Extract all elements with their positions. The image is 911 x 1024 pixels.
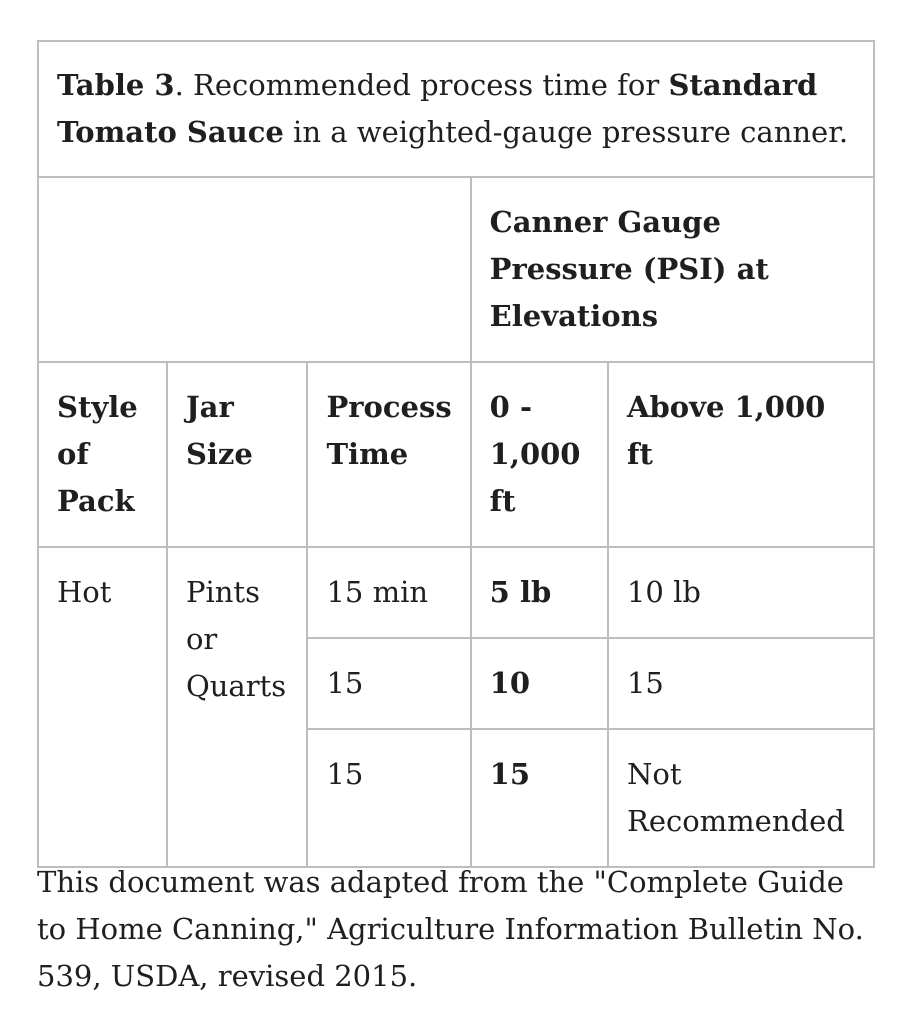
time-cell: 15 [307,638,470,729]
time-cell: 15 [307,729,470,867]
col-header-time: Process Time [307,362,470,547]
blank-header-cell [38,177,471,362]
high-pressure-cell: 10 lb [608,547,874,638]
caption-text-b: in a weighted-gauge pressure canner. [283,115,849,149]
pressure-group-header: Canner Gauge Pressure (PSI) at Elevations [471,177,874,362]
process-time-table [37,40,875,868]
style-cell: Hot [38,547,167,867]
low-pressure-cell: 10 [471,638,608,729]
time-cell: 15 min [307,547,470,638]
high-pressure-cell: Not Recommended [608,729,874,867]
jar-cell: Pints or Quarts [167,547,308,867]
col-header-jar: Jar Size [167,362,308,547]
column-header-row [38,362,874,547]
col-header-style: Style of Pack [38,362,167,547]
col-header-high: Above 1,000 ft [608,362,874,547]
caption-text-a: . Recommended process time for [174,68,669,102]
table-label: Table 3 [57,68,175,102]
table-row [38,547,874,638]
high-pressure-cell: 15 [608,638,874,729]
caption-row [38,41,874,177]
low-pressure-cell: 5 lb [471,547,608,638]
table-caption [38,41,874,177]
low-pressure-cell: 15 [471,729,608,867]
source-footnote: This document was adapted from the "Complete Guide to Home Canning," Agriculture Information Bulletin No. 539, USDA, revised 2015. [37,865,864,993]
col-header-low: 0 - 1,000 ft [471,362,608,547]
caption-product: Standard Tomato Sauce [57,68,818,149]
group-header-row [38,177,874,362]
